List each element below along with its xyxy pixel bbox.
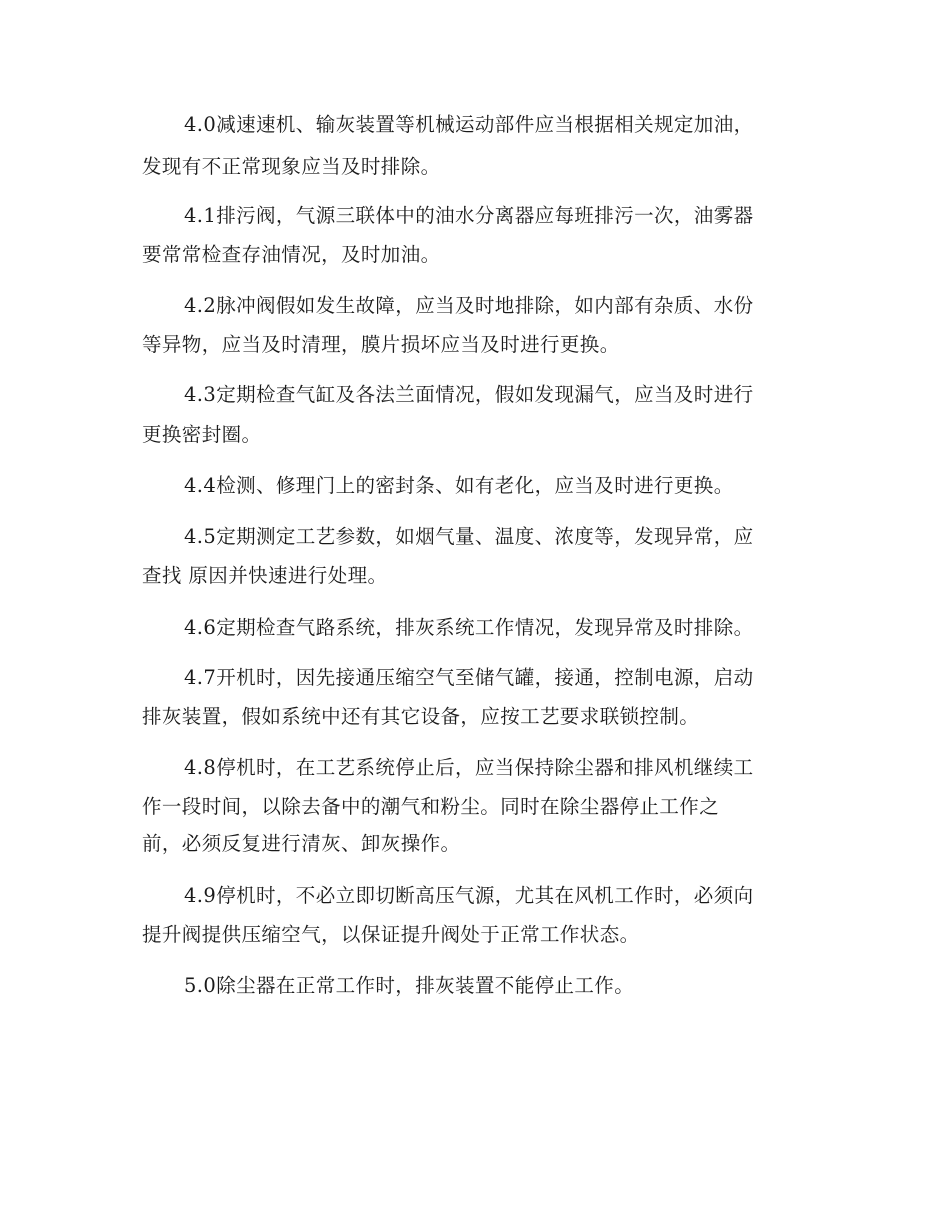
paragraph-4-5-line-2: 查找 原因并快速进行处理。 bbox=[142, 564, 388, 587]
paragraph-4-4-line-1: 4.4检测、修理门上的密封条、如有老化，应当及时进行更换。 bbox=[184, 474, 734, 497]
paragraph-5-0-line-1: 5.0除尘器在正常工作时，排灰装置不能停止工作。 bbox=[184, 974, 635, 997]
paragraph-4-9-line-1: 4.9停机时，不必立即切断高压气源，尤其在风机工作时，必须向 bbox=[184, 884, 754, 907]
paragraph-4-8-line-2: 作一段时间，以除去备中的潮气和粉尘。同时在除尘器停止工作之 bbox=[142, 795, 720, 818]
paragraph-4-7-line-2: 排灰装置，假如系统中还有其它设备，应按工艺要求联锁控制。 bbox=[142, 705, 700, 728]
paragraph-4-2-line-1: 4.2脉冲阀假如发生故障，应当及时地排除，如内部有杂质、水份 bbox=[184, 294, 754, 317]
paragraph-4-8-line-3: 前，必须反复进行清灰、卸灰操作。 bbox=[142, 832, 461, 855]
paragraph-4-5-line-1: 4.5定期测定工艺参数，如烟气量、温度、浓度等，发现异常，应 bbox=[184, 525, 754, 548]
paragraph-4-1-line-2: 要常常检查存油情况，及时加油。 bbox=[142, 243, 441, 266]
paragraph-4-8-line-1: 4.8停机时，在工艺系统停止后，应当保持除尘器和排风机继续工 bbox=[184, 756, 754, 779]
paragraph-4-3-line-1: 4.3定期检查气缸及各法兰面情况，假如发现漏气，应当及时进行 bbox=[184, 383, 754, 406]
paragraph-4-1-line-1: 4.1排污阀，气源三联体中的油水分离器应每班排污一次，油雾器 bbox=[184, 204, 754, 227]
paragraph-4-2-line-2: 等异物，应当及时清理，膜片损坏应当及时进行更换。 bbox=[142, 333, 620, 356]
paragraph-4-0-line-2: 发现有不正常现象应当及时排除。 bbox=[142, 155, 441, 178]
paragraph-4-7-line-1: 4.7开机时，因先接通压缩空气至储气罐，接通，控制电源，启动 bbox=[184, 666, 754, 689]
paragraph-4-3-line-2: 更换密封圈。 bbox=[142, 423, 262, 446]
paragraph-4-9-line-2: 提升阀提供压缩空气，以保证提升阀处于正常工作状态。 bbox=[142, 923, 640, 946]
paragraph-4-0-line-1: 4.0减速速机、输灰装置等机械运动部件应当根据相关规定加油， bbox=[184, 113, 754, 136]
paragraph-4-6-line-1: 4.6定期检查气路系统，排灰系统工作情况，发现异常及时排除。 bbox=[184, 616, 754, 639]
